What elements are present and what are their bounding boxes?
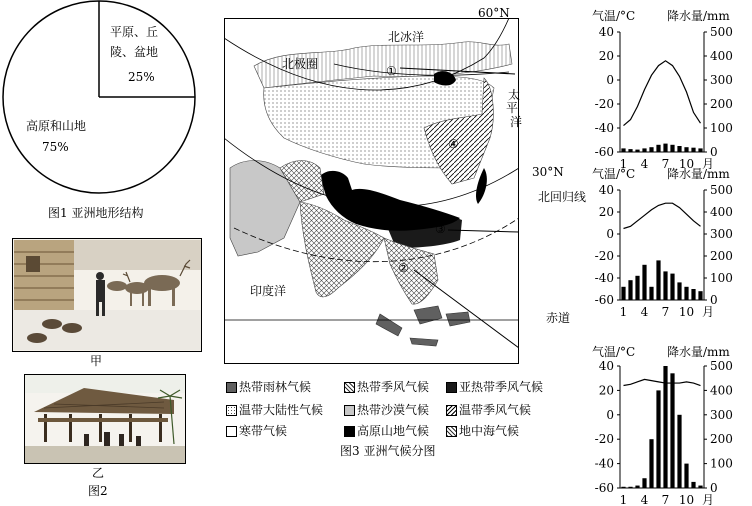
precip-bar [621,148,625,152]
precip-bar [656,260,660,300]
precip-bar [642,265,646,300]
legend-item [226,424,287,438]
pie-label-small-pct: 25% [128,70,155,84]
label-jia: 甲 [90,354,103,368]
left-tick-label: 20 [598,383,614,398]
left-tick-label: 20 [598,49,614,63]
legend-swatch [446,405,457,416]
right-tick-label: 300 [710,227,733,241]
x-tick-label: 1 [619,157,628,171]
precip-bar [663,144,667,152]
legend-label: 地中海气候 [459,424,520,438]
left-tick-label: 40 [598,359,614,373]
right-tick-label: 0 [710,481,718,495]
right-tick-label: 300 [710,73,733,87]
precip-bar [684,147,688,152]
legend-item [446,424,519,438]
legend-label: 热带季风气候 [357,380,430,394]
right-tick-label: 0 [710,145,718,159]
legend-label: 寒带气候 [239,424,288,438]
temperature-line [624,203,701,228]
precip-bar [656,145,660,152]
right-tick-label: 300 [710,407,733,422]
precip-bar [670,274,674,300]
precip-bar [670,373,674,488]
x-tick-label: 1 [619,493,628,506]
precip-bar [698,486,702,488]
x-tick-label: 7 [661,493,670,506]
x-tick-label: 10 [678,157,695,171]
left-tick-label: -20 [594,97,614,111]
legend-item [344,380,429,394]
right-tick-label: 500 [710,183,733,197]
right-tick-label: 0 [710,293,718,307]
precip-bar [677,146,681,152]
left-tick-label: 20 [598,205,614,219]
pie-label-large: 高原和山地 [26,119,87,133]
precip-bar [698,148,702,152]
precip-bar [649,439,653,488]
pacific-label-1: 太 [508,88,521,102]
precip-bar [621,287,625,300]
left-tick-label: -40 [594,121,614,135]
right-tick-label: 100 [710,121,733,135]
precip-axis-title: 降水量/mm [667,9,730,23]
x-tick-label: 7 [661,157,670,171]
left-tick-label: -20 [594,249,614,263]
pacific-label-2: 平 [506,101,519,115]
legend-swatch [344,382,355,393]
precip-bar [635,150,639,152]
left-tick-label: -40 [594,271,614,285]
right-tick-label: 200 [710,432,733,447]
indian-ocean-label: 印度洋 [250,284,287,298]
legend-swatch [446,426,457,437]
right-tick-label: 400 [710,205,733,219]
x-tick-label: 4 [640,493,649,506]
precip-axis-title: 降水量/mm [667,167,730,181]
lat-60n-label: 60°N [478,6,510,20]
asia-climate-map [224,18,519,364]
precip-bar [677,415,681,488]
precip-bar [649,147,653,152]
pie-label-small-2: 陵、盆地 [110,45,159,59]
precip-bar [670,145,674,152]
legend-label: 热带雨林气候 [239,380,312,394]
pacific-label-3: 洋 [510,115,523,129]
legend-label: 热带沙漠气候 [357,403,430,417]
legend-item [344,424,429,438]
temperature-line [624,61,701,126]
legend-swatch [446,382,457,393]
precip-bar [684,287,688,300]
right-tick-label: 200 [710,249,733,263]
right-tick-label: 500 [710,359,733,373]
precip-bar [677,282,681,300]
precip-bar [635,486,639,488]
legend-item [226,380,311,394]
temp-axis-title: 气温/°C [592,167,636,181]
precip-bar [635,276,639,300]
temperature-line [624,379,701,385]
legend-item [226,403,323,417]
precip-bar [642,478,646,488]
x-tick-label: 10 [678,305,695,319]
left-tick-label: -60 [594,481,614,495]
legend-label: 温带季风气候 [459,403,532,417]
left-tick-label: 0 [606,73,614,87]
equator-label: 赤道 [546,311,571,325]
legend-label: 温带大陆性气候 [239,403,324,417]
legend-item [344,403,429,417]
left-tick-label: -40 [594,456,614,471]
label-yi: 乙 [92,466,105,480]
left-tick-label: -60 [594,145,614,159]
lat-30n-label: 30°N [532,165,564,179]
precip-bar [663,366,667,488]
left-tick-label: 0 [606,227,614,241]
legend-label: 高原山地气候 [357,424,430,438]
legend-swatch [344,426,355,437]
photo-yi-stilt-house [24,374,186,464]
left-tick-label: 40 [598,183,614,197]
right-tick-label: 400 [710,383,733,398]
legend-item [446,403,531,417]
x-tick-label: 1 [619,305,628,319]
temp-axis-title: 气温/°C [592,345,636,359]
precip-axis-title: 降水量/mm [667,345,730,359]
tropic-label: 北回归线 [538,190,587,204]
marker-4: ④ [448,137,459,151]
temp-axis-title: 气温/°C [592,9,636,23]
precip-bar [691,289,695,300]
legend-item [446,380,543,394]
precip-bar [691,482,695,488]
precip-bar [698,291,702,300]
x-axis-unit: 月 [702,305,715,319]
left-tick-label: -60 [594,293,614,307]
precip-bar [656,390,660,488]
x-axis-unit: 月 [702,157,715,171]
right-tick-label: 400 [710,49,733,63]
marker-3: ③ [435,222,446,236]
x-tick-label: 4 [640,305,649,319]
legend-swatch [226,405,237,416]
legend-swatch [344,405,355,416]
precip-bar [663,271,667,300]
legend-swatch [226,426,237,437]
fig3-caption: 图3 亚洲气候分图 [340,444,436,458]
precip-bar [642,148,646,152]
x-tick-label: 10 [678,493,695,506]
pie-label-large-pct: 75% [42,140,69,154]
precip-bar [621,487,625,488]
right-tick-label: 200 [710,97,733,111]
marker-1: ① [386,64,397,78]
precip-bar [628,149,632,152]
fig1-caption: 图1 亚洲地形结构 [48,206,144,220]
fig2-caption: 图2 [88,484,108,498]
x-tick-label: 7 [661,305,670,319]
right-tick-label: 100 [710,456,733,471]
pie-label-small-1: 平原、丘 [110,25,159,39]
arctic-ocean-label: 北冰洋 [388,30,425,44]
photo-jia-reindeer [12,238,202,352]
precip-bar [649,287,653,300]
marker-2: ② [398,261,409,275]
climate-charts [572,0,752,506]
right-tick-label: 100 [710,271,733,285]
x-tick-label: 4 [640,157,649,171]
left-tick-label: 40 [598,25,614,39]
left-tick-label: -20 [594,432,614,447]
precip-bar [628,487,632,488]
precip-bar [691,148,695,152]
legend-label: 亚热带季风气候 [459,380,544,394]
legend-swatch [226,382,237,393]
terrain-pie-chart [0,0,200,200]
x-axis-unit: 月 [702,493,715,506]
precip-bar [684,464,688,488]
precip-bar [628,280,632,300]
right-tick-label: 500 [710,25,733,39]
left-tick-label: 0 [606,407,614,422]
arctic-circle-label: 北极圈 [282,57,319,71]
